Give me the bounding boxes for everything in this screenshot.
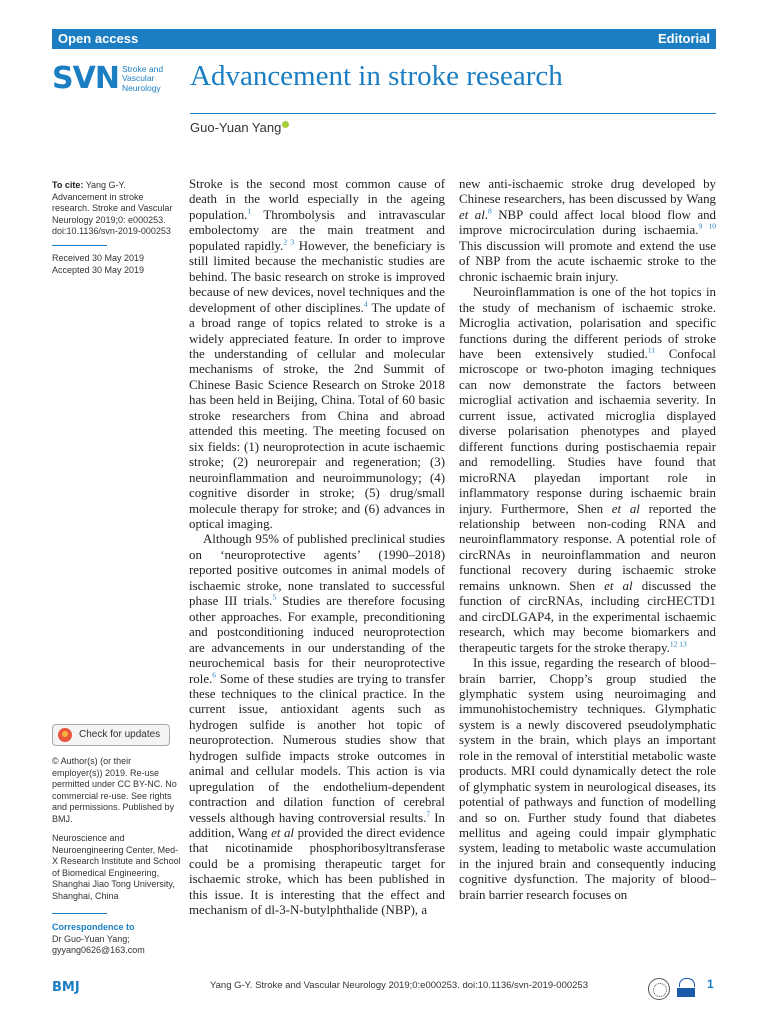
check-for-updates-button[interactable] bbox=[52, 724, 170, 746]
seal-icon bbox=[648, 978, 670, 1000]
logo-line: Vascular bbox=[121, 73, 155, 84]
correspondence-email[interactable]: gyyang0626@163.com bbox=[52, 945, 145, 956]
citation-block bbox=[52, 180, 182, 238]
paragraph: In this issue, regarding the research of blood–brain barrier, Chopp’s group studied the glymphatic system using neuroimaging and immunohistochemistry techniques. Glymphatic system is a newly discovered pseudolymphatic system in the brain, which plays an important role in the removal of interstitial metabolic waste products. MRI could dynamically detect the role of glymphatic system in neurological diseases, its potential of pathways and function of modelling and so on. Further study found that diabetes mellitus and ageing could impair glymphatic system, leading to metabolic waste accumulation in the injured brain and consequently inducing cognitive dysfunction. The majority of blood–brain barrier research focuses on bbox=[459, 656, 716, 902]
journal-logo[interactable] bbox=[52, 61, 164, 96]
society-logo-icon bbox=[676, 978, 696, 1000]
paragraph: Stroke is the second most common cause of death in the world especially in the ageing population.$^1$ Thrombolysis and intravascular embolectomy are the main treatment and populated rapidly.$^{2 3}$ However, the beneficiary is still limited because the mechanistic studies are behind. The basic research on stroke is improved because of new devices, novel techniques and the development of other disciplines.$^4$ The update of a broad range of topics related to stroke is a widely appreciated feature. In order to improve the understanding of cellular and molecular mechanisms of stroke, the 2nd Summit of Chinese Basic Science Research on Stroke 2018 has been held in Beijing, China. Total of 60 basic stroke researchers from China and abroad attended this meeting. The meeting focused on six fields: (1) neuroprotection in acute ischaemic stroke; (2) neurorepair and regeneration; (3) neuroinflammation and neuroimmunology; (4) cognitive disorder in stroke; (5) drug/small molecule therapy for stroke; and (6) advances in optical imaging. bbox=[189, 177, 445, 531]
logo-line: Neurology bbox=[121, 82, 161, 93]
author-name[interactable]: Guo-Yuan Yang bbox=[190, 120, 282, 135]
article-title: Advancement in stroke research bbox=[190, 60, 563, 92]
received-date: Received 30 May 2019 bbox=[52, 253, 145, 263]
article-type-label: Editorial bbox=[657, 31, 710, 46]
sidebar-divider bbox=[52, 245, 107, 246]
copyright-text: © Author(s) (or their employer(s)) 2019. Re-use permitted under CC BY-NC. No commercial re-use. See rights and permissions. Published by BMJ. bbox=[52, 756, 177, 824]
accepted-date: Accepted 30 May 2019 bbox=[52, 264, 145, 275]
crossmark-icon bbox=[58, 728, 72, 742]
sidebar-divider bbox=[52, 913, 107, 914]
correspondence-block bbox=[52, 922, 182, 957]
cite-text: Yang G-Y. Advancement in stroke research. Stroke and Vascular Neurology 2019;0: e000253. doi:10.1136/svn-2019-000253 bbox=[52, 180, 173, 237]
body-column-1 bbox=[189, 177, 445, 919]
author-line bbox=[190, 120, 289, 135]
title-divider bbox=[190, 113, 716, 114]
bmj-logo[interactable]: BMJ bbox=[52, 980, 80, 995]
footer-citation: Yang G-Y. Stroke and Vascular Neurology 2019;0:e000253. doi:10.1136/svn-2019-000253 bbox=[210, 980, 588, 991]
dates-block bbox=[52, 253, 182, 276]
logo-line: Stroke and bbox=[121, 63, 164, 74]
paragraph: new anti-ischaemic stroke drug developed by Chinese researchers, has been discussed by Wang et al.$^8$ NBP could affect local blood flow and improve microcirculation during ischaemia.$^{9 10}$ This discussion will promote and extend the use of NBP from the acute ischaemic stroke to the chronic ischaemic brain injury. bbox=[459, 177, 717, 284]
affiliation-block bbox=[52, 833, 182, 903]
correspondence-name: Dr Guo-Yuan Yang; bbox=[52, 933, 130, 944]
cite-label: To cite: bbox=[52, 180, 84, 190]
check-updates-label: Check for updates bbox=[79, 729, 161, 740]
correspondence-heading: Correspondence to bbox=[52, 922, 135, 932]
header-bar bbox=[52, 29, 716, 49]
paragraph: Neuroinflammation is one of the hot topics in the study of mechanism of ischaemic stroke. Microglia activation, polarisation and specific functions during the different periods of stroke have been extensively studied.$^{11}$ Confocal microscope or two-photon imaging techniques can now demonstrate the factors between microglial activation and ischaemia severity. In current issue, activated microglia displayed diverse polarisation phenotypes and played different functions during postischaemia repair and remodelling. Studies have found that microRNA playedan important role in inflammatory response during ischaemic brain injury. Furthermore, Shen et al reported the relationship between non-coding RNA and neuroinflammatory response. A potential role of circRNAs in neuroinflammation and neuron functional recovery during ischaemic stroke remains unknown. Shen et al discussed the function of circRNAs, including circHECTD1 and circDLGAP4, in the experimental ischaemic research, which may become biomarkers and therapeutic targets for the stroke therapy.$^{12 13}$ bbox=[459, 285, 716, 655]
orcid-icon[interactable] bbox=[282, 121, 289, 128]
body-column-2 bbox=[459, 177, 716, 903]
logo-subtitle bbox=[122, 65, 163, 94]
paragraph: Although 95% of published preclinical studies on ‘neuroprotective agents’ (1990–2018) reported positive outcomes in animal models of ischaemic stroke, none translated to successful phase III trials.$^5$ Studies are therefore focusing other approaches. For example, preconditioning and postconditioning induced neuroprotection are advancements in our understanding of the neurochemical basis for their neuroprotective role.$^6$ Some of these studies are trying to transfer these techniques to the clinical practice. In the current issue, antioxidant agents such as hydrogen sulfide is another hot topic of neuroprotection. Numerous studies show that hydrogen sulfide impacts stroke outcomes in animal and cellular models. This action is via upregulation of the endothelium-dependent contraction and dilation function of cerebral vessels although having controversial results.$^7$ In addition, Wang et al provided the direct evidence that nicotinamide phosphoribosyltransferase could be a promising therapeutic target for ischaemic stroke, which has been published in this issue. It is interesting that the effect and mechanism of dl-3-N-butylphthalide (NBP), a bbox=[189, 532, 446, 918]
open-access-label: Open access bbox=[58, 31, 139, 46]
page-number: 1 bbox=[707, 977, 714, 991]
affiliation-text: Neuroscience and Neuroengineering Center, Med-X Research Institute and School of Biomedical Engineering, Shanghai Jiao Tong University, Shanghai, China bbox=[52, 833, 181, 901]
logo-mark: SVN bbox=[52, 61, 119, 96]
copyright-block bbox=[52, 756, 182, 826]
